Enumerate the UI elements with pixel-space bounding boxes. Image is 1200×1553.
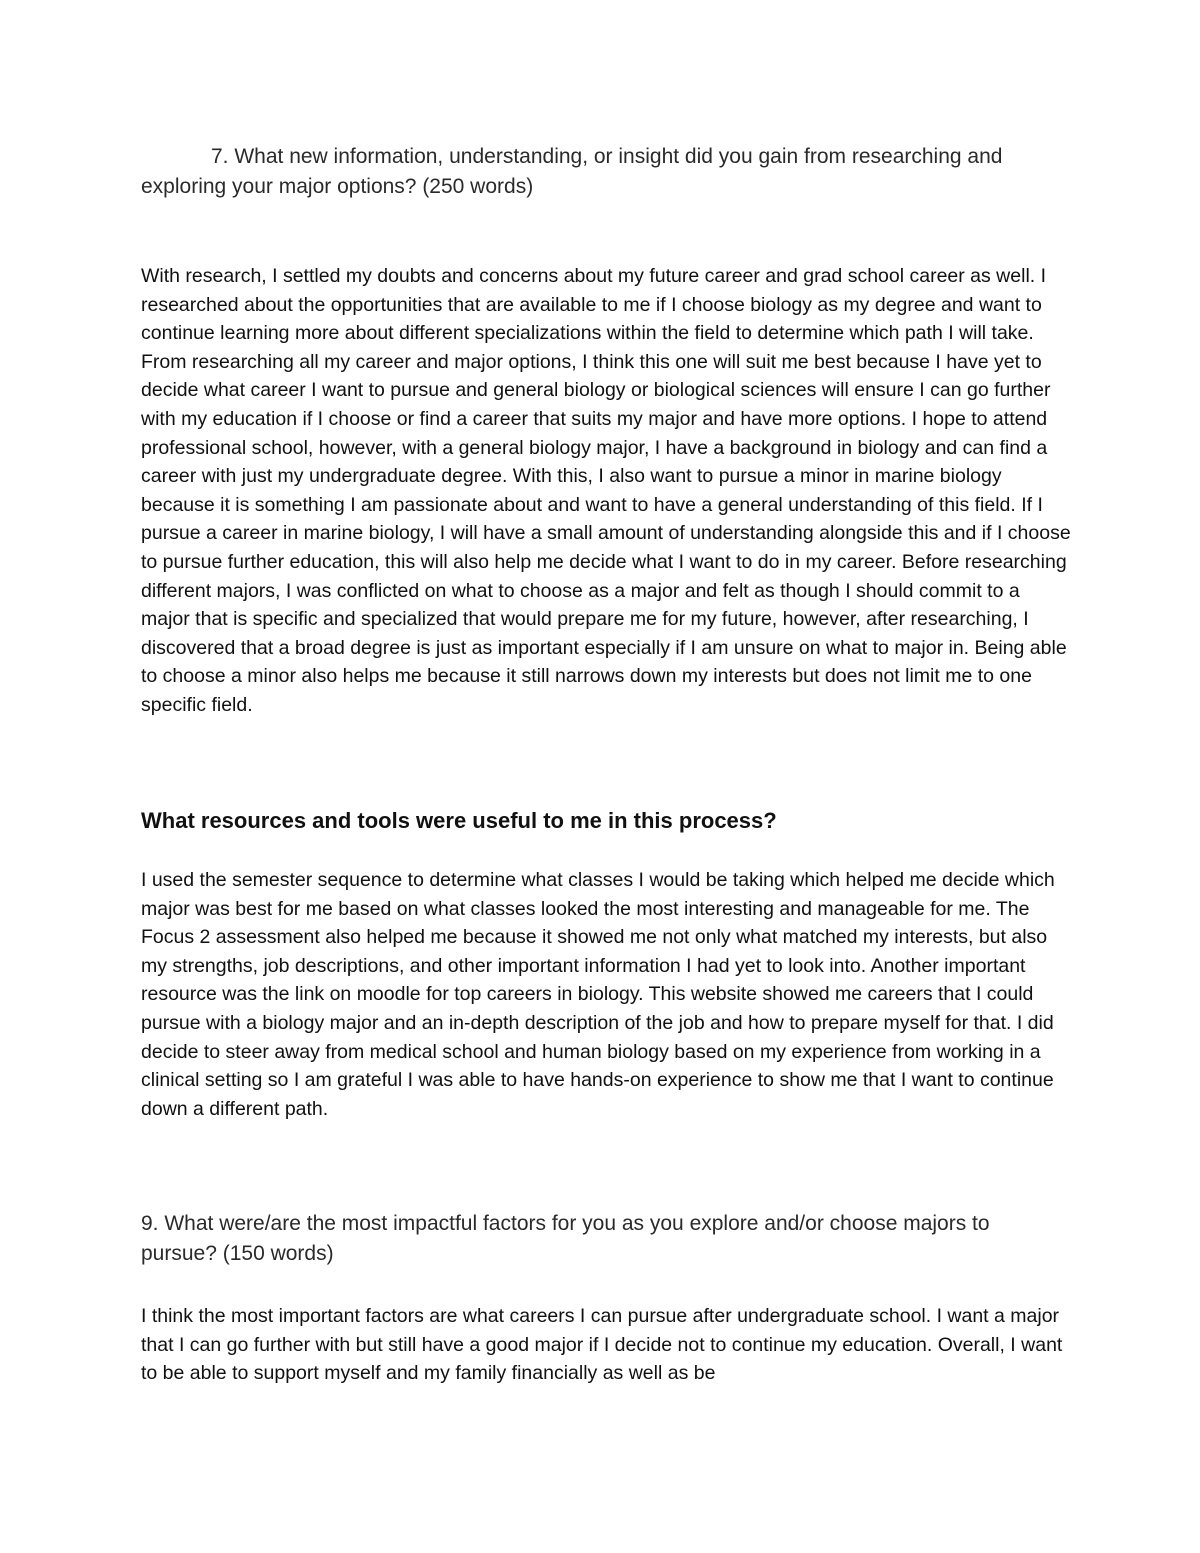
question-9: 9. What were/are the most impactful factors for you as you explore and/or choose majors to pursue? (150 words) — [141, 1212, 990, 1265]
question-7: 7. What new information, understanding, or insight did you gain from researching and exploring your major options? (250 words) — [141, 145, 1003, 198]
resources-heading: What resources and tools were useful to me in this process? — [141, 808, 777, 833]
answer-7-paragraph: With research, I settled my doubts and concerns about my future career and grad school career as well. I researched about the opportunities that are available to me if I choose biology as my degree and want to continue learning more about different specializations within the field to determine which path I will take. From researching all my career and major options, I think this one will suit me best because I have yet to decide what career I want to pursue and general biology or biological sciences will ensure I can go further with my education if I choose or find a career that suits my major and have more options. I hope to attend professional school, however, with a general biology major, I have a background in biology and can find a career with just my undergraduate degree. With this, I also want to pursue a minor in marine biology because it is something I am passionate about and want to have a general understanding of this field. If I pursue a career in marine biology, I will have a small amount of understanding alongside this and if I choose to pursue further education, this will also help me decide what I want to do in my career. Before researching different majors, I was conflicted on what to choose as a major and felt as though I should commit to a major that is specific and specialized that would prepare me for my future, however, after researching, I discovered that a broad degree is just as important especially if I am unsure on what to major in. Being able to choose a minor also helps me because it still narrows down my interests but does not limit me to one specific field. — [141, 265, 1071, 716]
answer-9-paragraph: I think the most important factors are what careers I can pursue after undergraduate school. I want a major that I can go further with but still have a good major if I decide not to continue my education. Overall, I want to be able to support myself and my family financially as well as be — [141, 1305, 1063, 1385]
resources-answer-paragraph: I used the semester sequence to determine what classes I would be taking which helped me decide which major was best for me based on what classes looked the most interesting and manageable for me. The Focus 2 assessment also helped me because it showed me not only what matched my interests, but also my strengths, job descriptions, and other important information I had yet to look into. Another important resource was the link on moodle for top careers in biology. This website showed me careers that I could pursue with a biology major and an in-depth description of the job and how to prepare myself for that. I did decide to steer away from medical school and human biology based on my experience from working in a clinical setting so I am grateful I was able to have hands-on experience to show me that I want to continue down a different path. — [141, 869, 1055, 1120]
